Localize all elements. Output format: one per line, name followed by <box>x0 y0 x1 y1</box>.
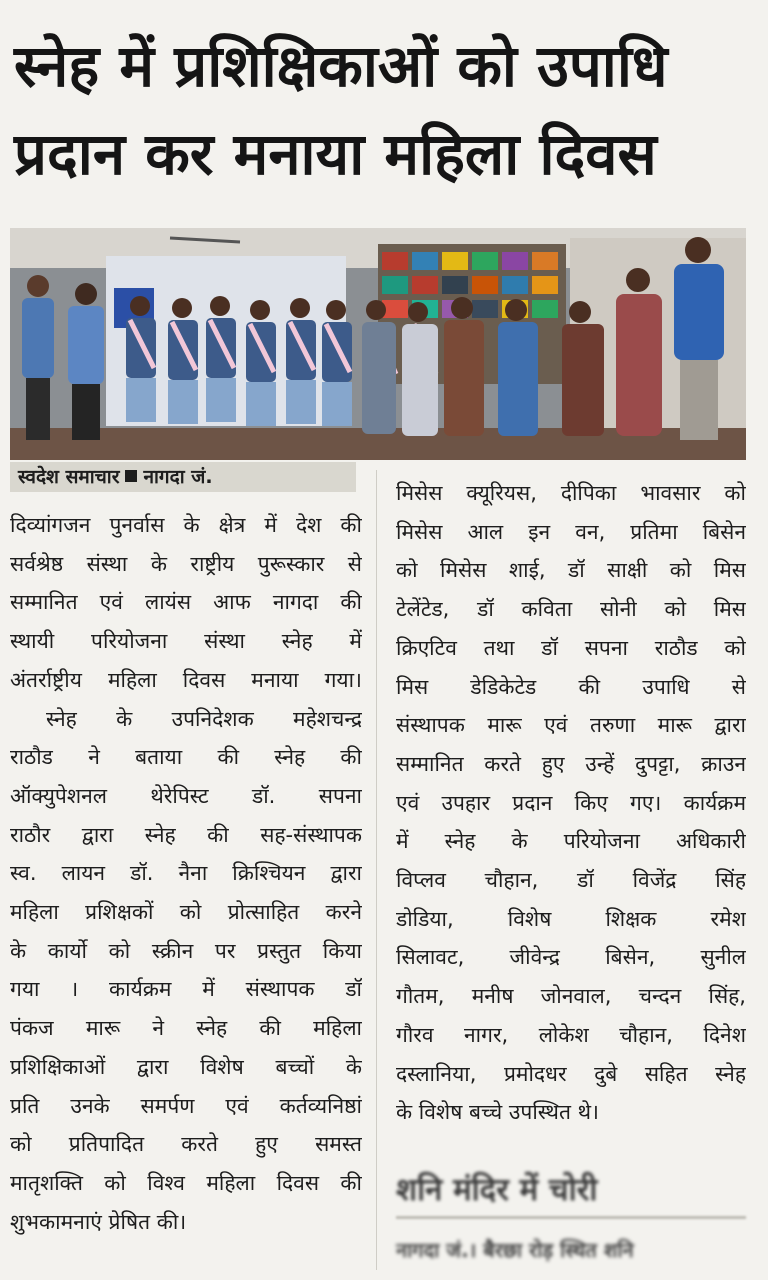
event-photo <box>10 228 746 460</box>
body-line: मातृशक्ति को विश्व महिला दिवस की <box>10 1170 362 1195</box>
headline-line-2: प्रदान कर मनाया महिला दिवस <box>14 120 657 188</box>
body-line: क्रिएटिव तथा डॉ सपना राठौड को <box>396 635 746 660</box>
body-line: स्थायी परियोजना संस्था स्नेह में <box>10 629 362 654</box>
article-headline <box>14 22 754 198</box>
body-line: राठौड ने बताया की स्नेह की <box>10 745 362 770</box>
body-line: दिव्यांगजन पुनर्वास के क्षेत्र में देश की <box>10 513 362 537</box>
column-divider <box>376 470 377 1270</box>
body-line: प्रशिक्षिकाओं द्वारा विशेष बच्चों के <box>10 1054 362 1079</box>
body-line: प्रति उनके समर्पण एवं कर्तव्यनिष्ठां <box>10 1093 362 1118</box>
article-body-right <box>396 474 746 1132</box>
body-line: मिसेस आल इन वन, प्रतिमा बिसेन <box>396 519 746 544</box>
body-line: ऑक्युपेशनल थेरेपिस्ट डॉ. सपना <box>10 783 362 808</box>
body-line: राठौर द्वारा स्नेह की सह-संस्थापक <box>10 822 362 847</box>
headline-line-1: स्नेह में प्रशिक्षिकाओं को उपाधि <box>14 32 668 100</box>
body-line: सम्मानित करते हुए उन्हें दुपट्टा, क्राउन <box>396 751 746 776</box>
dateline-place: नागदा जं. <box>143 466 213 488</box>
body-line: अंतर्राष्ट्रीय महिला दिवस मनाया गया। <box>10 667 362 692</box>
body-line: को मिसेस शाई, डॉ साक्षी को मिस <box>396 558 746 583</box>
body-line: दस्लानिया, प्रमोदधर दुबे सहित स्नेह <box>396 1061 746 1086</box>
body-line: स्व. लायन डॉ. नैना क्रिश्चियन द्वारा <box>10 861 362 886</box>
next-article-lead: नागदा जं.। बैरछा रोड़ स्थित शनि <box>396 1238 634 1262</box>
body-line: टेलेंटेड, डॉ कविता सोनी को मिस <box>396 597 746 622</box>
body-line: के विशेष बच्चे उपस्थित थे। <box>396 1100 599 1125</box>
body-line: पंकज मारू ने स्नेह की महिला <box>10 1016 362 1041</box>
body-line: शुभकामनाएं प्रेषित की। <box>10 1209 187 1234</box>
body-line: सम्मानित एवं लायंस आफ नागदा की <box>10 590 362 615</box>
dateline-source: स्वदेश समाचार <box>18 466 120 488</box>
body-line: विप्लव चौहान, डॉ विजेंद्र सिंह <box>396 868 746 893</box>
body-line: को प्रतिपादित करते हुए समस्त <box>10 1132 362 1157</box>
body-line: मिसेस क्यूरियस, दीपिका भावसार को <box>396 481 746 505</box>
body-line: मिस डेडिकेटेड की उपाधि से <box>396 674 746 699</box>
dateline <box>10 462 356 492</box>
body-line: के कार्यो को स्क्रीन पर प्रस्तुत किया <box>10 938 362 963</box>
body-line: गौतम, मनीष जोनवाल, चन्दन सिंह, <box>396 984 746 1009</box>
article-body-left <box>10 506 362 1241</box>
body-line: गौरव नागर, लोकेश चौहान, दिनेश <box>396 1022 746 1047</box>
body-line: डोडिया, विशेष शिक्षक रमेश <box>396 906 746 931</box>
body-line: में स्नेह के परियोजना अधिकारी <box>396 829 746 854</box>
body-line: महिला प्रशिक्षकों को प्रोत्साहित करने <box>10 900 362 925</box>
body-line: संस्थापक मारू एवं तरुणा मारू द्वारा <box>396 713 746 738</box>
body-line: स्नेह के उपनिदेशक महेशचन्द्र <box>46 706 362 731</box>
square-bullet-icon <box>125 470 137 482</box>
body-line: गया । कार्यक्रम में संस्थापक डॉ <box>10 977 362 1002</box>
body-line: एवं उपहार प्रदान किए गए। कार्यक्रम <box>396 790 746 815</box>
body-line: सर्वश्रेष्ठ संस्था के राष्ट्रीय पुरूस्कार से <box>10 551 362 576</box>
next-article-headline: शनि मंदिर में चोरी <box>396 1172 598 1208</box>
next-article-rule <box>396 1216 746 1219</box>
body-line: सिलावट, जीवेन्द्र बिसेन, सुनील <box>396 945 746 970</box>
